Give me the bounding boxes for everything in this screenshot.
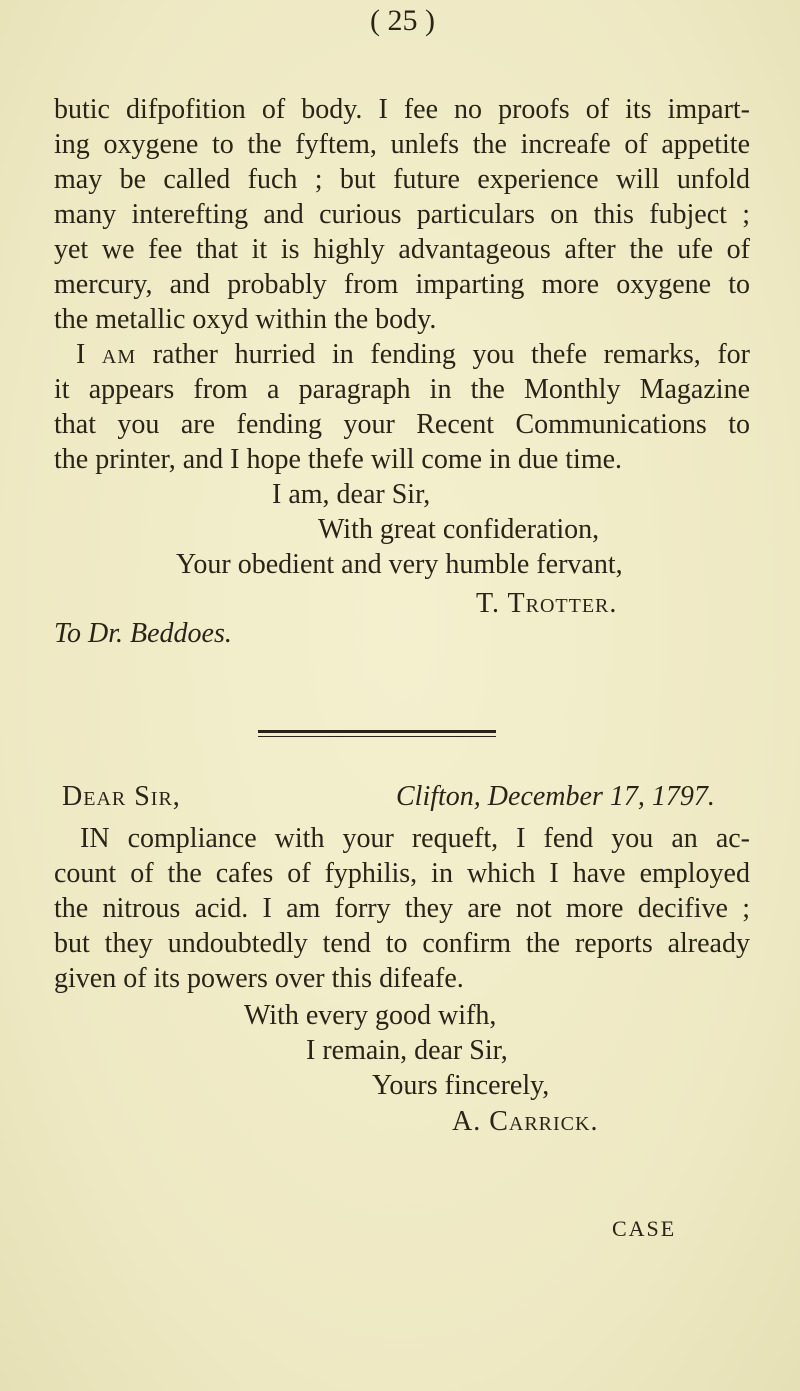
closing-line: With great confideration, (318, 514, 600, 545)
text-line: yet we fee that it is highly advantageous after the ufe of (54, 234, 750, 265)
line-remainder: rather hurried in fending you thefe remarks, for (136, 339, 750, 370)
text-line: ing oxygene to the fyftem, unlefs the increafe of appetite (54, 129, 750, 160)
addressee: To Dr. Beddoes. (54, 618, 232, 649)
catchword: CASE (612, 1216, 677, 1241)
text-line: may be called fuch ; but future experience will unfold (54, 164, 750, 195)
text-line: the metallic oxyd within the body. (54, 304, 437, 335)
text-line: given of its powers over this difeafe. (54, 963, 464, 994)
page-number: ( 25 ) (370, 4, 435, 37)
initial-word: I (76, 339, 86, 370)
closing-line: Your obedient and very humble fervant, (176, 549, 623, 580)
paragraph-first-line (76, 341, 750, 369)
place-date: Clifton, December 17, 1797. (396, 781, 715, 812)
signature: A. Carrick. (452, 1106, 599, 1137)
section-rule (258, 730, 496, 733)
signature: T. Trotter. (476, 588, 618, 619)
text-line: it appears from a paragraph in the Monthly Magazine (54, 374, 750, 405)
small-caps-word: am (101, 339, 137, 370)
text-line: mercury, and probably from imparting more oxygene to (54, 269, 750, 300)
text-line: that you are fending your Recent Communications to (54, 409, 750, 440)
text-line: count of the cafes of fyphilis, in which I have employed (54, 858, 750, 889)
text-line: but they undoubtedly tend to confirm the reports already (54, 928, 750, 959)
text-line: the nitrous acid. I am forry they are not more decifive ; (54, 893, 750, 924)
text-line: many interefting and curious particulars on this fubject ; (54, 199, 750, 230)
salutation: Dear Sir, (62, 781, 181, 812)
text-line: butic difpofition of body. I fee no proofs of its impart- (54, 94, 750, 125)
closing-line: Yours fincerely, (372, 1070, 550, 1101)
text-line: the printer, and I hope thefe will come in due time. (54, 444, 623, 475)
closing-line: With every good wifh, (244, 1000, 497, 1031)
closing-line: I remain, dear Sir, (306, 1035, 508, 1066)
closing-line: I am, dear Sir, (272, 479, 431, 510)
text-line: IN compliance with your requeft, I fend you an ac- (80, 823, 750, 854)
section-rule-thin (258, 736, 496, 737)
